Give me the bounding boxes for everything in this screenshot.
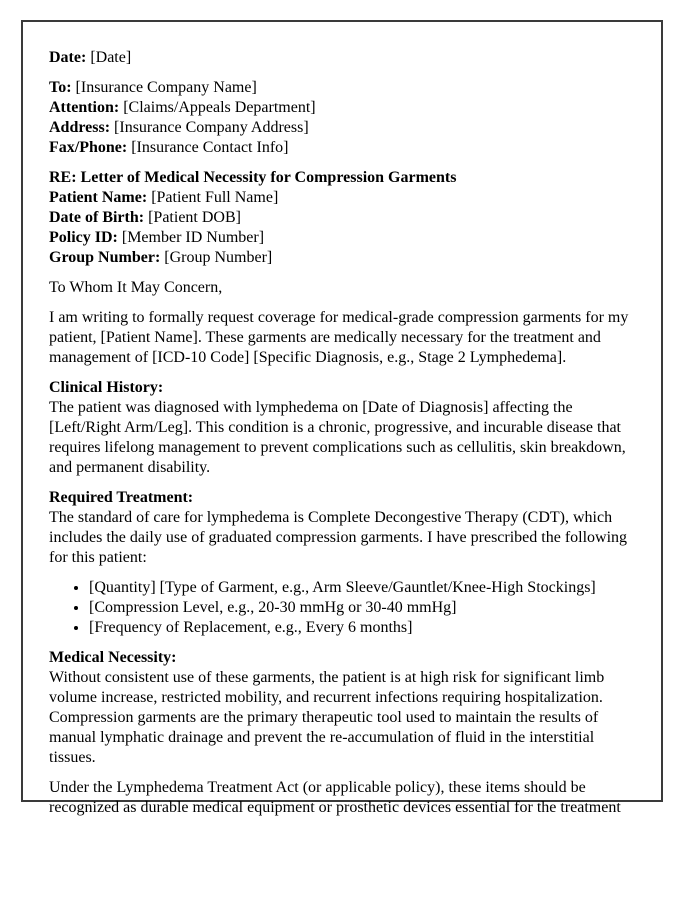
closing-paragraph: Under the Lymphedema Treatment Act (or applicable policy), these items should be recognized as durable medical equipment or prosthetic devices essential for the treatment: [49, 779, 621, 816]
medical-necessity-body: Without consistent use of these garments, the patient is at high risk for significant limb volume increase, restricted mobility, and recurrent infections requiring hospitalization. Compression garments are the primary therapeutic tool used to maintain the results of manual lymphatic drainage and prevent the re-accumulation of fluid in the interstitial tissues.: [49, 669, 605, 766]
recipient-line-attention: [49, 98, 635, 118]
group-number-label: Group Number:: [49, 249, 161, 266]
fax-phone-value: [Insurance Contact Info]: [131, 139, 289, 156]
salutation: To Whom It May Concern,: [49, 279, 223, 296]
attention-value: [Claims/Appeals Department]: [123, 99, 316, 116]
policy-id-line: [49, 228, 635, 248]
list-item-replacement-frequency: • [Frequency of Replacement, e.g., Every 6 months]: [89, 618, 635, 638]
clinical-history-body: The patient was diagnosed with lymphedema on [Date of Diagnosis] affecting the [Left/Right Arm/Leg]. This condition is a chronic, progressive, and incurable disease that requires lifelong management to prevent complications such as cellulitis, skin breakdown, and permanent disability.: [49, 399, 626, 476]
date-line: [49, 48, 635, 68]
to-value: [Insurance Company Name]: [75, 79, 257, 96]
recipient-line-address: [49, 118, 635, 138]
group-number-line: [49, 248, 635, 268]
date-of-birth-line: [49, 208, 635, 228]
to-label: To:: [49, 79, 72, 96]
date-value: [Date]: [90, 49, 132, 66]
recipient-line-to: [49, 78, 635, 98]
subject-block: [49, 168, 635, 268]
patient-name-line: [49, 188, 635, 208]
medical-necessity-section: [49, 648, 635, 768]
medical-necessity-heading: Medical Necessity:: [49, 649, 177, 666]
prescription-list: [49, 578, 635, 638]
required-treatment-section: [49, 488, 635, 568]
medical-necessity-letter: [21, 20, 663, 816]
subject-line: RE: Letter of Medical Necessity for Compression Garments: [49, 169, 457, 186]
list-item-compression-level: • [Compression Level, e.g., 20-30 mmHg or 30-40 mmHg]: [89, 598, 635, 618]
list-item-garment: • [Quantity] [Type of Garment, e.g., Arm Sleeve/Gauntlet/Knee-High Stockings]: [89, 578, 635, 598]
intro-paragraph: I am writing to formally request coverage for medical-grade compression garments for my patient, [Patient Name]. These garments are medically necessary for the treatment and management of [ICD-10 Code] [Specific Diagnosis, e.g., Stage 2 Lymphedema].: [49, 309, 629, 366]
recipient-line-fax-phone: [49, 138, 635, 158]
required-treatment-heading: Required Treatment:: [49, 489, 194, 506]
patient-name-label: Patient Name:: [49, 189, 148, 206]
attention-label: Attention:: [49, 99, 120, 116]
date-label: Date:: [49, 49, 87, 66]
clinical-history-section: [49, 378, 635, 478]
fax-phone-label: Fax/Phone:: [49, 139, 128, 156]
policy-id-label: Policy ID:: [49, 229, 118, 246]
date-of-birth-value: [Patient DOB]: [148, 209, 241, 226]
clinical-history-heading: Clinical History:: [49, 379, 164, 396]
address-value: [Insurance Company Address]: [114, 119, 309, 136]
date-of-birth-label: Date of Birth:: [49, 209, 145, 226]
required-treatment-body: The standard of care for lymphedema is Complete Decongestive Therapy (CDT), which includes the daily use of graduated compression garments. I have prescribed the following for this patient:: [49, 509, 628, 566]
patient-name-value: [Patient Full Name]: [151, 189, 279, 206]
policy-id-value: [Member ID Number]: [121, 229, 265, 246]
group-number-value: [Group Number]: [164, 249, 273, 266]
recipient-block: [49, 78, 635, 158]
address-label: Address:: [49, 119, 111, 136]
